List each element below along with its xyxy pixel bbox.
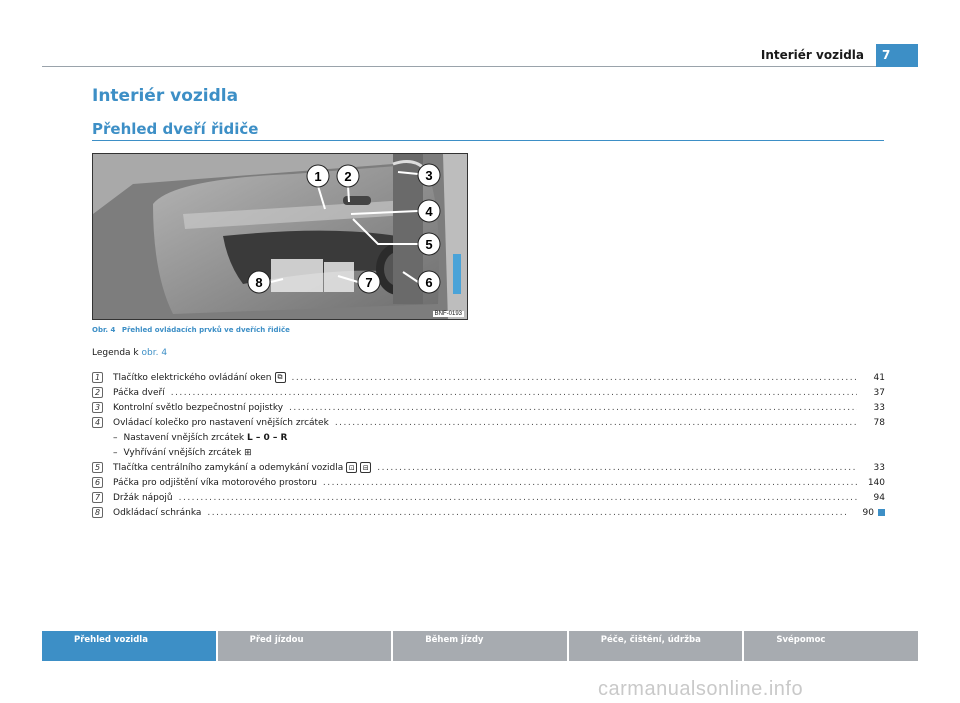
svg-text:5: 5 bbox=[425, 237, 433, 252]
page-number-badge: 7 bbox=[876, 44, 918, 67]
callout-2 bbox=[337, 165, 359, 187]
callout-5 bbox=[418, 233, 440, 255]
item-number: 3 bbox=[92, 402, 103, 413]
caption-label: Obr. 4 bbox=[92, 326, 116, 334]
leader-dots bbox=[289, 403, 857, 413]
item-label: Ovládací kolečko pro nastavení vnějších zrcátek bbox=[113, 417, 329, 428]
legend-intro bbox=[92, 348, 167, 358]
leader-dots bbox=[377, 463, 857, 473]
page-ref[interactable]: 33 bbox=[873, 402, 885, 413]
item-label: Odkládací schránka bbox=[113, 507, 202, 518]
page-ref[interactable]: 41 bbox=[873, 372, 885, 383]
legend-subitem: – Nastavení vnějších zrcátek L – 0 – R bbox=[113, 432, 288, 443]
callout-7 bbox=[358, 271, 380, 293]
subitem-text: Vyhřívání vnějších zrcátek bbox=[123, 447, 242, 458]
callout-4 bbox=[418, 200, 440, 222]
figure-reference-link[interactable]: obr. 4 bbox=[141, 348, 168, 358]
callout-3 bbox=[418, 164, 440, 186]
watermark: carmanualsonline.info bbox=[598, 678, 804, 700]
footer-nav bbox=[42, 631, 918, 661]
item-number: 6 bbox=[92, 477, 103, 488]
section-title: Přehled dveří řidiče bbox=[92, 120, 259, 138]
item-label: Kontrolní světlo bezpečnostní pojistky bbox=[113, 402, 284, 413]
door-figure bbox=[92, 153, 468, 320]
page-ref[interactable]: 140 bbox=[867, 477, 885, 488]
page-ref[interactable]: 37 bbox=[873, 387, 885, 398]
door-illustration bbox=[93, 154, 468, 320]
tab-svepomoc[interactable]: Svépomoc bbox=[744, 631, 918, 661]
item-label: Tlačítko elektrického ovládání oken ⧉ bbox=[113, 372, 286, 383]
caption-text: Přehled ovládacích prvků ve dveřích řidiče bbox=[121, 326, 290, 334]
legend-item bbox=[92, 490, 885, 505]
leader-dots bbox=[335, 418, 857, 428]
item-number: 2 bbox=[92, 387, 103, 398]
legend-item bbox=[92, 400, 885, 415]
lock-icon: ⊡ bbox=[346, 462, 357, 473]
svg-text:4: 4 bbox=[425, 204, 433, 219]
callout-1 bbox=[307, 165, 329, 187]
tab-pred-jizdou[interactable]: Před jízdou bbox=[218, 631, 394, 661]
section-rule bbox=[92, 140, 884, 141]
legend-subitem: – Vyhřívání vnějších zrcátek ⊞ bbox=[113, 447, 252, 458]
page-ref[interactable]: 78 bbox=[873, 417, 885, 428]
callout-6 bbox=[418, 271, 440, 293]
page-ref[interactable]: 90 bbox=[862, 507, 874, 518]
item-number: 5 bbox=[92, 462, 103, 473]
figure-caption bbox=[92, 326, 294, 334]
legend-item bbox=[92, 475, 885, 490]
legend-item bbox=[92, 385, 885, 400]
page-ref[interactable]: 33 bbox=[873, 462, 885, 473]
tab-pece-cisteni-udrzba[interactable]: Péče, čištění, údržba bbox=[569, 631, 745, 661]
page-ref[interactable]: 94 bbox=[873, 492, 885, 503]
item-number: 8 bbox=[92, 507, 103, 518]
end-marker bbox=[878, 509, 885, 516]
callout-8 bbox=[248, 271, 270, 293]
legend-item bbox=[92, 370, 885, 385]
mirror-select-symbol: L – 0 – R bbox=[247, 432, 288, 443]
legend-intro-text: Legenda k bbox=[92, 348, 139, 358]
legend-item bbox=[92, 460, 885, 475]
tab-behem-jizdy[interactable]: Během jízdy bbox=[393, 631, 569, 661]
svg-text:6: 6 bbox=[425, 275, 433, 290]
svg-text:8: 8 bbox=[255, 275, 263, 290]
figure-code: BNF-0193 bbox=[434, 311, 462, 317]
window-icon: ⧉ bbox=[275, 372, 286, 383]
svg-text:7: 7 bbox=[365, 275, 373, 290]
legend-item bbox=[92, 415, 885, 430]
leader-dots bbox=[323, 478, 857, 488]
mirror-heating-icon: ⊞ bbox=[244, 447, 252, 458]
item-number: 7 bbox=[92, 492, 103, 503]
leader-dots bbox=[292, 373, 858, 383]
item-label: Páčka dveří bbox=[113, 387, 165, 398]
legend-item bbox=[92, 505, 885, 520]
subitem-text: Nastavení vnějších zrcátek bbox=[123, 432, 245, 443]
item-label: Páčka pro odjištění víka motorového prostoru bbox=[113, 477, 317, 488]
svg-text:2: 2 bbox=[344, 169, 352, 184]
item-number: 4 bbox=[92, 417, 103, 428]
item-label: Držák nápojů bbox=[113, 492, 173, 503]
item-number: 1 bbox=[92, 372, 103, 383]
leader-dots bbox=[207, 508, 846, 518]
unlock-icon: ⊟ bbox=[360, 462, 371, 473]
svg-text:1: 1 bbox=[314, 169, 322, 184]
legend-list bbox=[92, 370, 885, 520]
running-header-title: Interiér vozidla bbox=[760, 48, 864, 62]
item-label: Tlačítka centrálního zamykání a odemykání vozidla ⊡ ⊟ bbox=[113, 462, 371, 473]
chapter-title: Interiér vozidla bbox=[92, 86, 239, 106]
header-rule bbox=[42, 66, 876, 67]
tab-prehled-vozidla[interactable]: Přehled vozidla bbox=[42, 631, 218, 661]
leader-dots bbox=[171, 388, 857, 398]
leader-dots bbox=[179, 493, 857, 503]
svg-text:3: 3 bbox=[425, 168, 433, 183]
